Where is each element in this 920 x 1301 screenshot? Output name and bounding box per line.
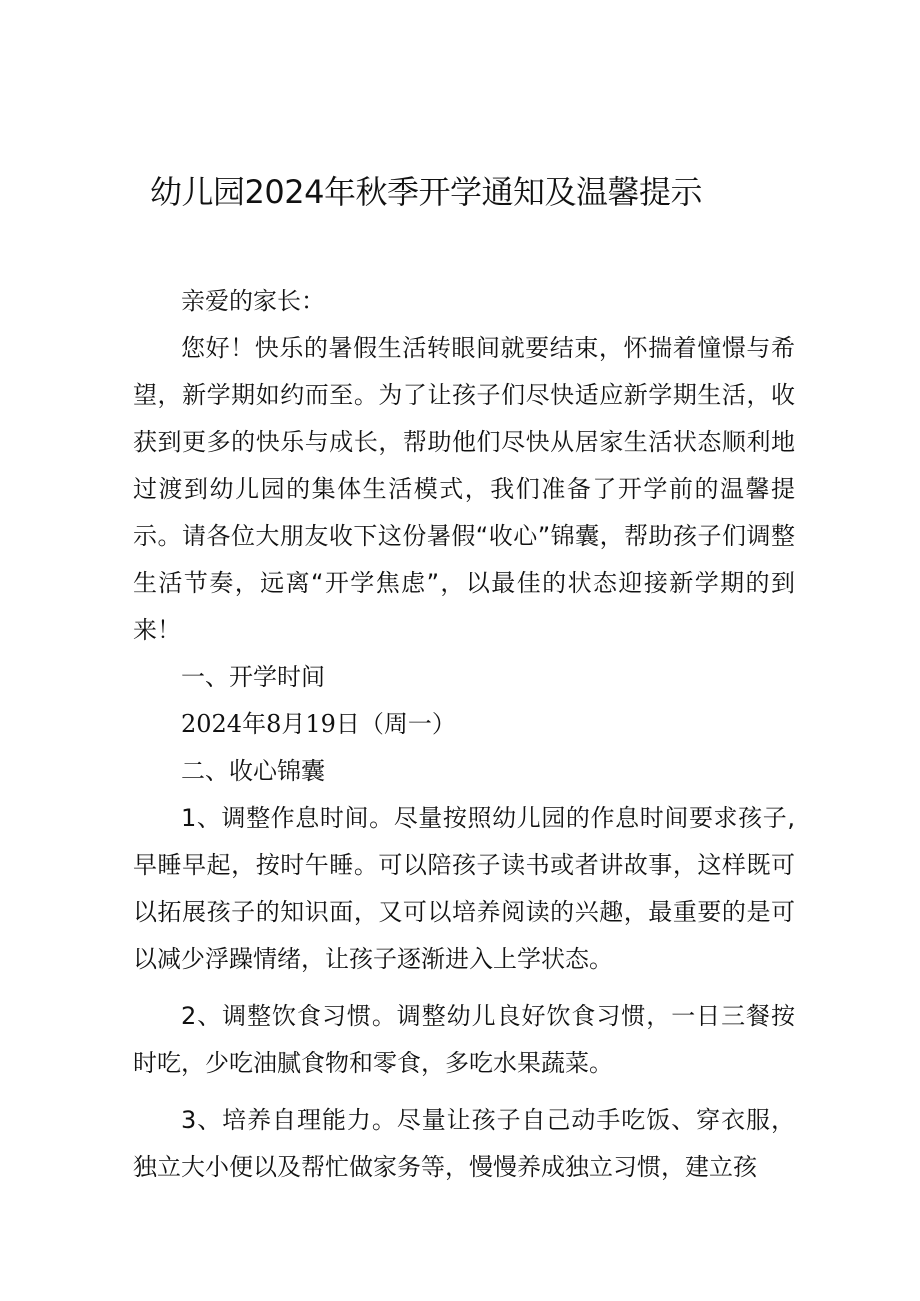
tip-item-diet: 2、调整饮食习惯。调整幼儿良好饮食习惯，一日三餐按时吃，少吃油腻食物和零食，多吃水果蔬菜。 bbox=[133, 1002, 795, 1077]
section-heading-tips: 二、收心锦囊 bbox=[181, 757, 325, 785]
intro-paragraph: 您好！快乐的暑假生活转眼间就要结束，怀揣着憧憬与希望，新学期如约而至。为了让孩子们尽快适应新学期生活，收获到更多的快乐与成长，帮助他们尽快从居家生活状态顺利地过渡到幼儿园的集体生活模式，我们准备了开学前的温馨提示。请各位大朋友收下这份暑假“收心”锦囊，帮助孩子们调整生活节奏，远离“开学焦虑”，以最佳的状态迎接新学期的到来！ bbox=[133, 334, 795, 644]
document-title: 幼儿园2024年秋季开学通知及温馨提示 bbox=[150, 173, 702, 211]
tip-item-self-care: 3、培养自理能力。尽量让孩子自己动手吃饭、穿衣服，独立大小便以及帮忙做家务等，慢慢养成独立习惯，建立孩 bbox=[133, 1106, 795, 1181]
document-body bbox=[133, 278, 795, 1191]
tip-item-schedule: 1、调整作息时间。尽量按照幼儿园的作息时间要求孩子,早睡早起，按时午睡。可以陪孩子读书或者讲故事，这样既可以拓展孩子的知识面，又可以培养阅读的兴趣，最重要的是可以减少浮躁情绪，让孩子逐渐进入上学状态。 bbox=[133, 804, 795, 973]
salutation: 亲爱的家长： bbox=[181, 287, 325, 315]
section-heading-start-time: 一、开学时间 bbox=[181, 663, 325, 691]
start-date: 2024年8月19日（周一） bbox=[181, 710, 456, 738]
